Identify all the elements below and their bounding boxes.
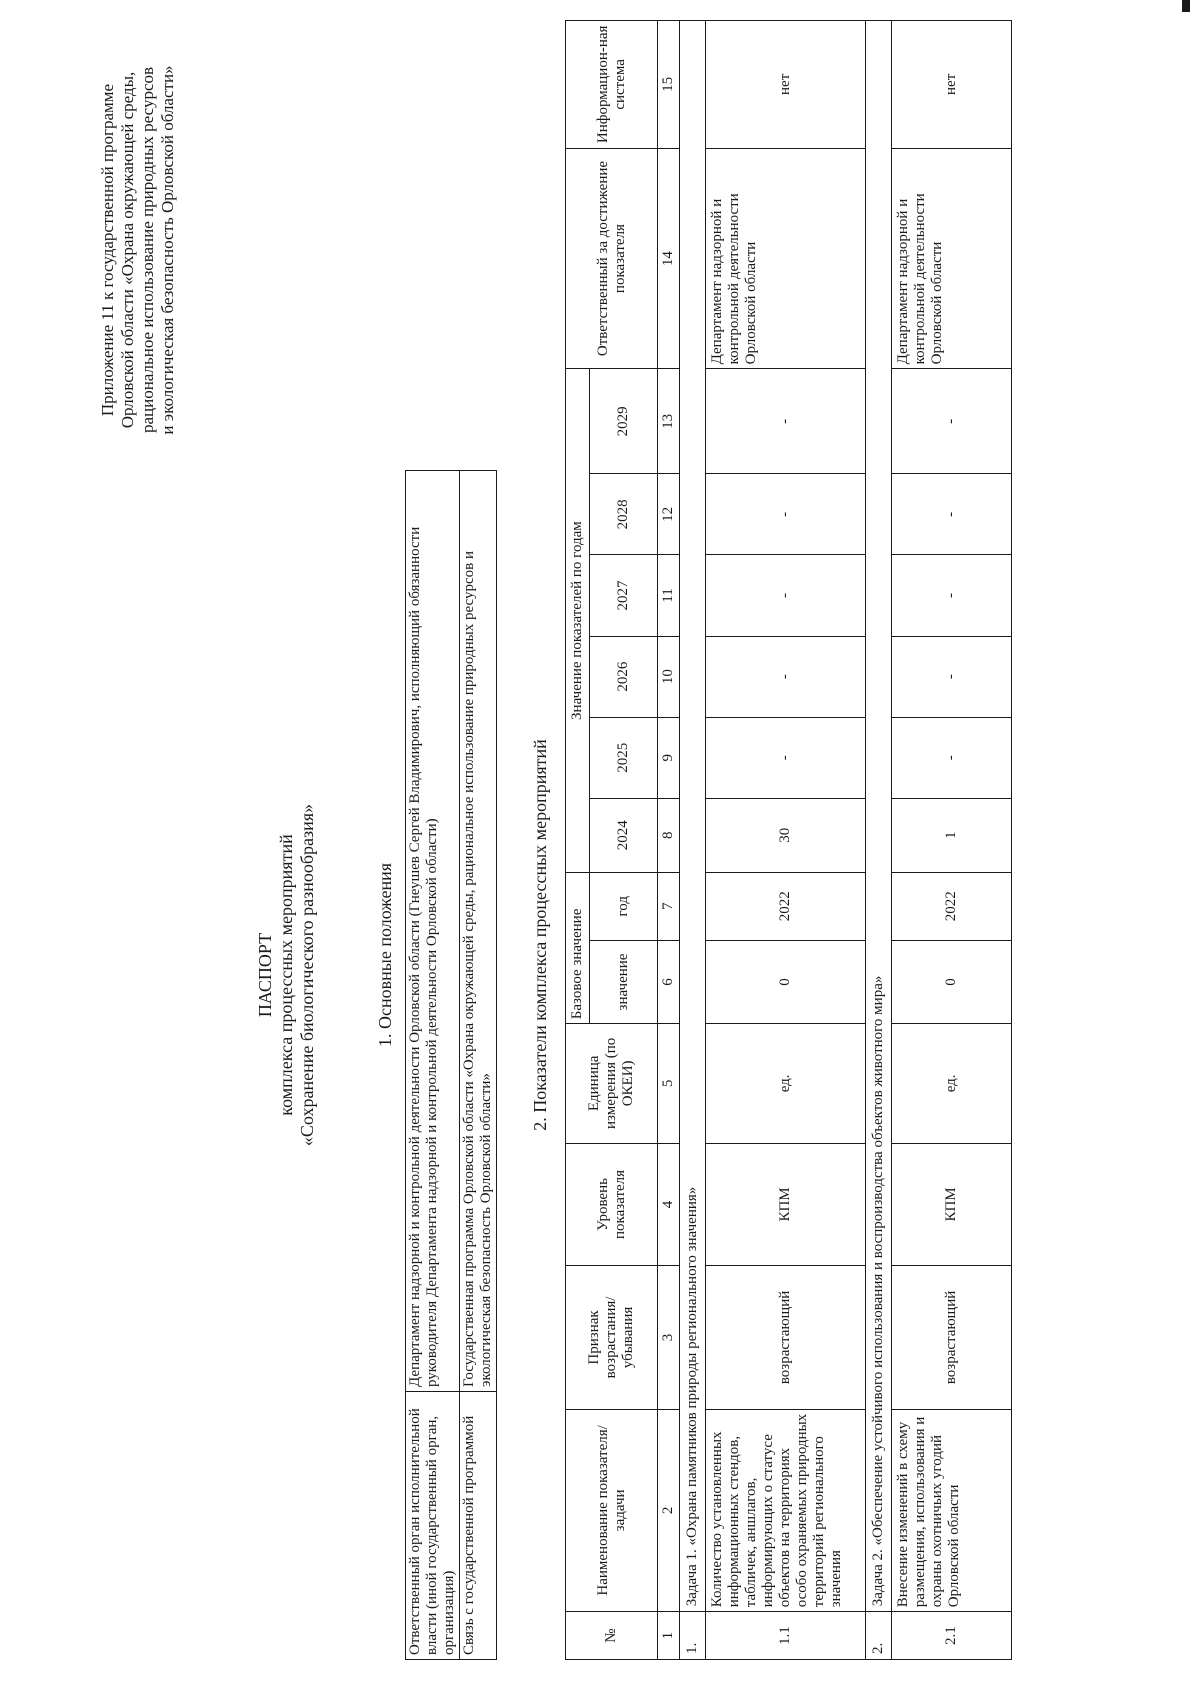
header-unit: Единица измерения (по ОКЕИ): [566, 1024, 658, 1143]
indicators-table: [565, 20, 1012, 1660]
col-number: 8: [658, 798, 680, 872]
value-2026: -: [892, 636, 1012, 717]
task-2-text: Задача 2. «Обеспечение устойчивого использования и воспроизводства объектов животного мира»: [866, 21, 892, 1612]
provisions-row-responsible: [406, 471, 460, 1660]
col-number: 6: [658, 940, 680, 1023]
section-1-title: 1. Основные положения: [375, 863, 395, 1047]
col-number: 4: [658, 1143, 680, 1266]
header-level: Уровень показателя: [566, 1143, 658, 1266]
info-system: нет: [706, 21, 866, 149]
header-year-2025: 2025: [590, 717, 658, 798]
responsible: Департамент надзорной и контрольной деятельности Орловской области: [892, 148, 1012, 369]
header-trend: Признак возрастания/ убывания: [566, 1266, 658, 1409]
indicator-row-2-1: [892, 21, 1012, 1660]
value-2027: -: [892, 555, 1012, 636]
value-2025: -: [706, 717, 866, 798]
passport-subtitle: комплекса процессных мероприятий: [276, 834, 296, 1116]
provisions-label: Связь с государственной программой: [460, 1392, 497, 1660]
col-number: 3: [658, 1266, 680, 1409]
task-1-row: [680, 21, 706, 1660]
column-numbers-row: [658, 21, 680, 1660]
value-2029: -: [892, 369, 1012, 474]
task-1-text: Задача 1. «Охрана памятников природы регионального значения»: [680, 21, 706, 1612]
header-base-year: год: [590, 872, 658, 940]
header-year-2029: 2029: [590, 369, 658, 474]
col-number: 15: [658, 21, 680, 149]
info-system: нет: [892, 21, 1012, 149]
passport-title: ПАСПОРТ: [255, 932, 275, 1018]
col-number: 11: [658, 555, 680, 636]
provisions-value: Государственная программа Орловской области «Охрана окружающей среды, рациональное использование природных ресурсов и экологическая безопасность Орловской области»: [460, 471, 497, 1392]
passport-name: «Сохранение биологического разнообразия»: [297, 803, 317, 1147]
header-row-1: [566, 21, 590, 1660]
responsible: Департамент надзорной и контрольной деятельности Орловской области: [706, 148, 866, 369]
header-year-2027: 2027: [590, 555, 658, 636]
base-year: 2022: [706, 872, 866, 940]
value-2028: -: [892, 474, 1012, 555]
appendix-line-3: рациональное использование природных ресурсов: [138, 66, 157, 434]
passport-heading: [255, 695, 318, 1255]
header-year-2026: 2026: [590, 636, 658, 717]
task-2-row: [866, 21, 892, 1660]
header-by-years: Значение показателей по годам: [566, 369, 590, 872]
appendix-line-2: Орловской области «Охрана окружающей среды,: [118, 71, 137, 429]
header-year-2024: 2024: [590, 798, 658, 872]
appendix-note: [98, 35, 178, 465]
provisions-row-program-link: [460, 471, 497, 1660]
section-2-title: 2. Показатели комплекса процессных мероприятий: [530, 739, 550, 1131]
header-base: Базовое значение: [566, 872, 590, 1023]
main-provisions-table: [405, 470, 497, 1660]
value-2024: 30: [706, 798, 866, 872]
col-number: 14: [658, 148, 680, 369]
col-number: 12: [658, 474, 680, 555]
col-number: 5: [658, 1024, 680, 1143]
appendix-line-4: и экологическая безопасность Орловской области»: [158, 65, 177, 435]
header-base-value: значение: [590, 940, 658, 1023]
header-info-system: Информацион-ная система: [566, 21, 658, 149]
indicator-level: КПМ: [706, 1143, 866, 1266]
header-name: Наименование показателя/задачи: [566, 1409, 658, 1612]
indicator-unit: ед.: [706, 1024, 866, 1143]
header-responsible: Ответственный за достижение показателя: [566, 148, 658, 369]
provisions-value: Департамент надзорной и контрольной деятельности Орловской области (Гнеушев Сергей Владимирович, исполняющий обязанности руководителя Департамента надзорной и контрольной деятельности Орловской области): [406, 471, 460, 1392]
indicator-trend: возрастающий: [706, 1266, 866, 1409]
indicator-level: КПМ: [892, 1143, 1012, 1266]
value-2027: -: [706, 555, 866, 636]
indicator-trend: возрастающий: [892, 1266, 1012, 1409]
col-number: 7: [658, 872, 680, 940]
base-value: 0: [892, 940, 1012, 1023]
row-num: 2.1: [892, 1612, 1012, 1660]
base-value: 0: [706, 940, 866, 1023]
value-2024: 1: [892, 798, 1012, 872]
row-num: 1.1: [706, 1612, 866, 1660]
provisions-label: Ответственный орган исполнительной власти (иной государственный орган, организация): [406, 1392, 460, 1660]
col-number: 10: [658, 636, 680, 717]
value-2029: -: [706, 369, 866, 474]
col-number: 13: [658, 369, 680, 474]
indicator-name: Количество установленных информационных стендов, табличек, аншлагов, информирующих о статусе объектов на территориях особо охраняемых природных территорий регионального значения: [706, 1409, 866, 1612]
value-2025: -: [892, 717, 1012, 798]
value-2028: -: [706, 474, 866, 555]
indicator-row-1-1: [706, 21, 866, 1660]
value-2026: -: [706, 636, 866, 717]
col-number: 9: [658, 717, 680, 798]
appendix-line-1: Приложение 11 к государственной программе: [98, 83, 117, 417]
header-num: №: [566, 1612, 658, 1660]
col-number: 2: [658, 1409, 680, 1612]
header-year-2028: 2028: [590, 474, 658, 555]
indicator-unit: ед.: [892, 1024, 1012, 1143]
base-year: 2022: [892, 872, 1012, 940]
indicator-name: Внесение изменений в схему размещения, использования и охраны охотничьих угодий Орловской области: [892, 1409, 1012, 1612]
col-number: 1: [658, 1612, 680, 1660]
task-2-num: 2.: [866, 1612, 892, 1660]
task-1-num: 1.: [680, 1612, 706, 1660]
